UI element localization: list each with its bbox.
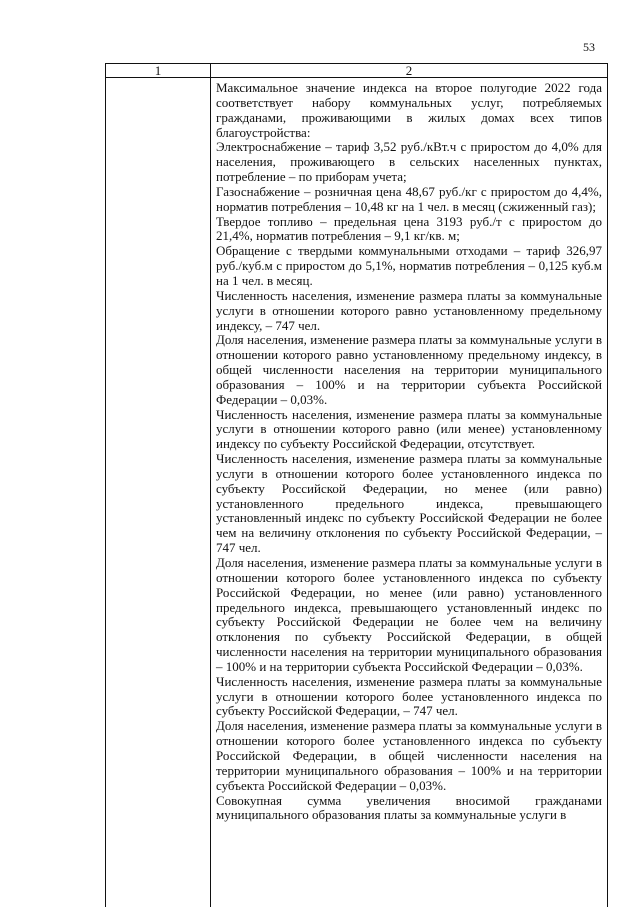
table-cell-col2	[211, 78, 608, 907]
paragraph-total-sum: Совокупная сумма увеличения вносимой гражданами муниципального образования платы за коммунальные услуги в	[216, 794, 602, 824]
column-header-1: 1	[106, 64, 211, 78]
table-header-row	[106, 64, 608, 78]
document-table	[105, 63, 608, 907]
paragraph-index-value: Максимальное значение индекса на второе полугодие 2022 года соответствует набору коммунальных услуг, потребляемых гражданами, проживающими в жилых домах всех типов благоустройства:	[216, 81, 602, 140]
paragraph-solid-fuel: Твердое топливо – предельная цена 3193 руб./т с приростом до 21,4%, норматив потребления – 9,1 кг/кв. м;	[216, 215, 602, 245]
paragraph-gas: Газоснабжение – розничная цена 48,67 руб./кг с приростом до 4,4%, норматив потребления – 10,48 кг на 1 чел. в месяц (сжиженный газ);	[216, 185, 602, 215]
paragraph-population-less: Численность населения, изменение размера платы за коммунальные услуги в отношении которого равно (или менее) установленному индексу по субъекту Российской Федерации, отсутствует.	[216, 408, 602, 453]
paragraph-electricity: Электроснабжение – тариф 3,52 руб./кВт.ч с приростом до 4,0% для населения, проживающего в сельских населенных пунктах, потребление – по приборам учета;	[216, 140, 602, 185]
paragraph-share-equal: Доля населения, изменение размера платы за коммунальные услуги в отношении которого равно установленному предельному индексу, в общей численности населения на территории муниципального образования – 100% и на территории субъекта Российской Федерации – 0,03%.	[216, 333, 602, 407]
page-number: 53	[583, 40, 595, 55]
paragraph-waste: Обращение с твердыми коммунальными отходами – тариф 326,97 руб./куб.м с приростом до 5,1%, норматив потребления – 0,125 куб.м на 1 чел. в месяц.	[216, 244, 602, 289]
paragraph-share-between: Доля населения, изменение размера платы за коммунальные услуги в отношении которого более установленного индекса по субъекту Российской Федерации, но менее (или равно) установленного предельного индекса, превышающего установленный индекс по субъекту Российской Федерации не более чем на величину отклонения по субъекту Российской Федерации, в общей численности населения на территории муниципального образования – 100% и на территории субъекта Российской Федерации – 0,03%.	[216, 556, 602, 675]
table-row	[106, 78, 608, 907]
paragraph-population-between: Численность населения, изменение размера платы за коммунальные услуги в отношении которого более установленного индекса по субъекту Российской Федерации, но менее (или равно) установленного предельного индекса, превышающего установленный индекс по субъекту Российской Федерации не более чем на величину отклонения по субъекту Российской Федерации, – 747 чел.	[216, 452, 602, 556]
paragraph-population-equal: Численность населения, изменение размера платы за коммунальные услуги в отношении которого равно установленному предельному индексу, – 747 чел.	[216, 289, 602, 334]
paragraph-share-above: Доля населения, изменение размера платы за коммунальные услуги в отношении которого более установленного индекса по субъекту Российской Федерации, в общей численности населения на территории муниципального образования – 100% и на территории субъекта Российской Федерации – 0,03%.	[216, 719, 602, 793]
column-header-2: 2	[211, 64, 608, 78]
paragraph-population-above: Численность населения, изменение размера платы за коммунальные услуги в отношении которого более установленного индекса по субъекту Российской Федерации, – 747 чел.	[216, 675, 602, 720]
table-cell-col1	[106, 78, 211, 907]
